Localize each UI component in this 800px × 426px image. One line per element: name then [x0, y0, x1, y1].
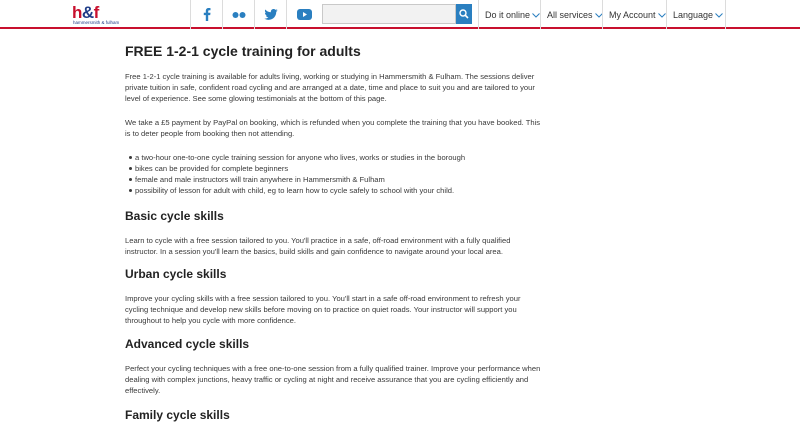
menu-language[interactable]	[666, 0, 725, 29]
search-bar	[322, 4, 472, 24]
logo-ampersand: &	[81, 3, 94, 22]
flickr-icon	[232, 11, 246, 19]
section-text-basic: Learn to cycle with a free session tailored to you. You'll practice in a safe, off-road environment with a fully qualified instructor. In a session you'll learn the basics, build skills and gain confidence to navigate around your local area.	[125, 236, 511, 256]
menu-do-it-online-label: Do it online	[485, 9, 531, 20]
menu-my-account[interactable]	[602, 0, 666, 29]
twitter-link[interactable]	[254, 0, 286, 29]
logo-letter-h: h	[72, 3, 82, 22]
menu-do-it-online[interactable]	[478, 0, 540, 29]
section-heading-advanced: Advanced cycle skills	[125, 337, 250, 351]
section-text-urban: Improve your cycling skills with a free session tailored to you. You'll start in a safe off-road environment to refresh your cycling technique and develop new skills before moving on to practice on quiet roads. Your instructor will support you throughout to help you cycle with more confidence.	[125, 294, 521, 325]
youtube-icon	[297, 9, 312, 20]
intro-paragraph: Free 1-2-1 cycle training is available for adults living, working or studying in Hammersmith & Fulham. The sessions deliver private tuition in safe, confident road cycling and are arranged at a date, time and place to suit you and are tailored to your level of experience. See some glowing testimonials at the bottom of this page.	[125, 72, 535, 103]
flickr-link[interactable]	[222, 0, 254, 29]
search-input[interactable]	[322, 4, 456, 24]
hf-logo[interactable]	[72, 4, 152, 26]
payment-paragraph: We take a £5 payment by PayPal on booking, which is refunded when you complete the training that you have booked. This is to deter people from booking then not attending.	[125, 118, 541, 138]
page-title: FREE 1-2-1 cycle training for adults	[125, 43, 361, 59]
section-heading-family: Family cycle skills	[125, 408, 230, 422]
logo-subtitle: hammersmith & fulham	[73, 20, 120, 25]
facebook-icon	[203, 8, 211, 21]
chevron-down-icon	[658, 10, 666, 20]
menu-all-services-label: All services	[547, 9, 593, 20]
twitter-icon	[264, 9, 278, 20]
youtube-link[interactable]	[286, 0, 322, 29]
menu-my-account-label: My Account	[609, 9, 656, 20]
logo-letter-f: f	[93, 3, 99, 22]
site-header	[0, 0, 800, 29]
list-item: possibility of lesson for adult with child, eg to learn how to cycle safely to school with your child.	[125, 185, 545, 196]
section-text-advanced: Perfect your cycling techniques with a free one-to-one session from a fully qualified trainer. Improve your performance when dealing with complex junctions, heavy traffic or cycling at night and receive assurance that you are cycling efficiently and effectively.	[125, 364, 541, 395]
list-item: female and male instructors will train anywhere in Hammersmith & Fulham	[125, 174, 545, 185]
menu-all-services[interactable]	[540, 0, 602, 29]
facebook-link[interactable]	[190, 0, 222, 29]
menu-language-label: Language	[673, 9, 714, 20]
section-heading-basic: Basic cycle skills	[125, 209, 224, 223]
search-icon	[459, 7, 469, 22]
section-heading-urban: Urban cycle skills	[125, 267, 227, 281]
search-button[interactable]	[456, 4, 472, 24]
list-item: bikes can be provided for complete beginners	[125, 163, 545, 174]
benefits-list	[125, 152, 545, 196]
list-item: a two-hour one-to-one cycle training session for anyone who lives, works or studies in the borough	[125, 152, 545, 163]
logo-wordmark	[72, 4, 99, 21]
chevron-down-icon	[715, 10, 723, 20]
chevron-down-icon	[532, 10, 540, 20]
menu-divider	[725, 0, 726, 29]
